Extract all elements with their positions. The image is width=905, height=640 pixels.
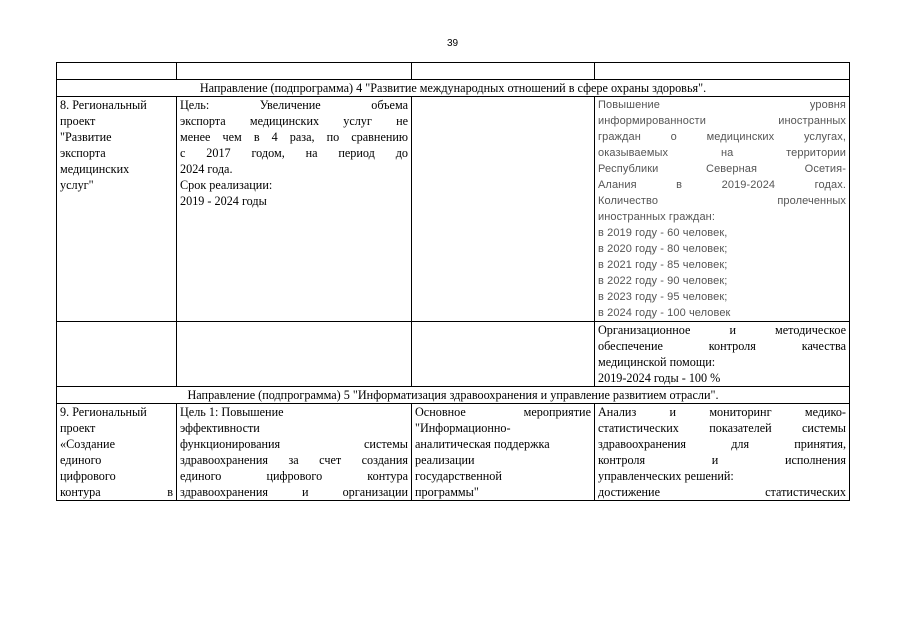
text-line: медицинской помощи: (598, 355, 716, 369)
text-line: иностранных граждан: (598, 211, 715, 223)
text-line: граждан о медицинских услугах, (598, 131, 846, 143)
text-line: Цель: Увеличение объема (180, 98, 408, 112)
text-line: 8. Региональный (60, 98, 147, 112)
goal-cell (177, 404, 412, 501)
section5-heading: Направление (подпрограмма) 5 "Информатизация здравоохранения и управление развитием отрасли". (57, 387, 850, 404)
empty-cell (177, 322, 412, 387)
table-row (57, 97, 850, 322)
text-line: контура в (60, 485, 173, 499)
header-cell (57, 63, 177, 80)
table-row (57, 322, 850, 387)
text-line: функционирования системы (180, 437, 408, 451)
text-line: Количество пролеченных (598, 195, 846, 207)
section-heading-row (57, 80, 850, 97)
empty-cell (57, 322, 177, 387)
empty-cell (412, 322, 595, 387)
text-line: в 2020 году - 80 человек; (598, 243, 728, 255)
text-line: «Создание (60, 437, 115, 451)
page-number: 39 (446, 38, 459, 49)
project-name-cell (57, 404, 177, 501)
text-line: в 2019 году - 60 человек, (598, 227, 728, 239)
text-line: эффективности (180, 421, 260, 435)
text-line: экспорта медицинских услуг не (180, 114, 408, 128)
text-line: 9. Региональный (60, 405, 147, 419)
text-line: в 2023 году - 95 человек; (598, 291, 728, 303)
text-line: "Информационно- (415, 421, 511, 435)
result-cell (595, 97, 850, 322)
section4-heading: Направление (подпрограмма) 4 "Развитие международных отношений в сфере охраны здоровья". (57, 80, 850, 97)
text-line: статистических показателей системы (598, 421, 846, 435)
text-line: контроля и исполнения (598, 453, 846, 467)
text-line: здравоохранения за счет создания (180, 453, 408, 467)
table-row (57, 404, 850, 501)
text-line: государственной (415, 469, 502, 483)
text-line: здравоохранения для принятия, (598, 437, 846, 451)
text-line: цифрового (60, 469, 116, 483)
text-line: менее чем в 4 раза, по сравнению (180, 130, 408, 144)
text-line: единого цифрового контура (180, 469, 408, 483)
text-line: оказываемых на территории (598, 147, 846, 159)
text-line: 2019 - 2024 годы (180, 194, 267, 208)
header-cell (595, 63, 850, 80)
activity-cell (412, 404, 595, 501)
text-line: Анализ и мониторинг медико- (598, 405, 846, 419)
text-line: достижение статистических (598, 485, 846, 499)
text-line: Повышение уровня (598, 99, 846, 111)
text-line: услуг" (60, 178, 94, 192)
section-heading-row (57, 387, 850, 404)
text-line: медицинских (60, 162, 130, 176)
text-line: программы" (415, 485, 479, 499)
activity-cell (412, 97, 595, 322)
text-line: экспорта (60, 146, 106, 160)
goal-cell (177, 97, 412, 322)
text-line: в 2022 году - 90 человек; (598, 275, 728, 287)
text-line: проект (60, 114, 96, 128)
text-line: реализации (415, 453, 475, 467)
text-line: 2024 года. (180, 162, 233, 176)
text-line: аналитическая поддержка (415, 437, 550, 451)
text-line: 2019-2024 годы - 100 % (598, 371, 721, 385)
text-line: Организационное и методическое (598, 323, 846, 337)
text-line: здравоохранения и организации (180, 485, 408, 499)
text-line: проект (60, 421, 96, 435)
text-line: управленческих решений: (598, 469, 734, 483)
text-line: Основное мероприятие (415, 405, 591, 419)
text-line: Алания в 2019-2024 годах. (598, 179, 846, 191)
text-line: "Развитие (60, 130, 112, 144)
table-header-row (57, 63, 850, 80)
project-name-cell (57, 97, 177, 322)
text-line: в 2021 году - 85 человек; (598, 259, 728, 271)
header-cell (412, 63, 595, 80)
text-line: обеспечение контроля качества (598, 339, 846, 353)
text-line: информированности иностранных (598, 115, 846, 127)
text-line: единого (60, 453, 102, 467)
text-line: Цель 1: Повышение (180, 405, 284, 419)
program-table (56, 62, 850, 501)
text-line: с 2017 годом, на период до (180, 146, 408, 160)
text-line: Срок реализации: (180, 178, 273, 192)
result-cell (595, 404, 850, 501)
header-cell (177, 63, 412, 80)
text-line: в 2024 году - 100 человек (598, 307, 731, 319)
result-cell (595, 322, 850, 387)
text-line: Республики Северная Осетия- (598, 163, 846, 175)
